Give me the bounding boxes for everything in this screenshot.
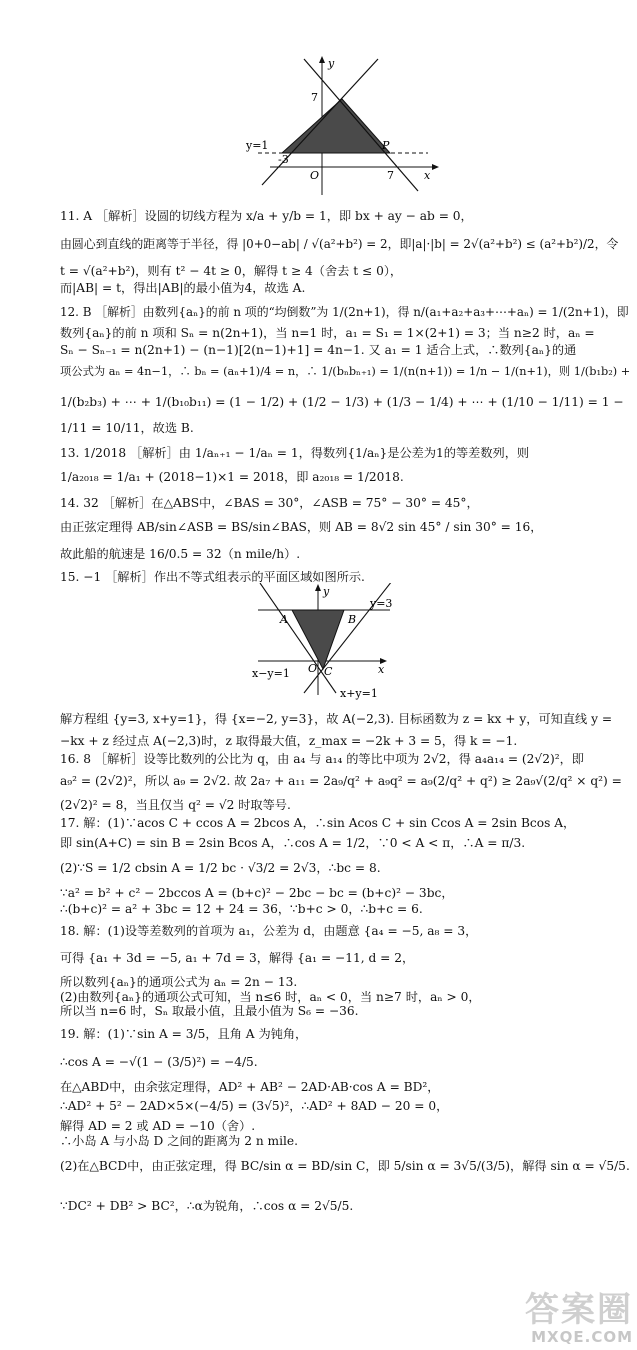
solution-line: a₉² = (2√2)²，所以 a₉ = 2√2. 故 2a₇ + a₁₁ = 2a₉/q² + a₉q² = a₉(2/q² + q²) ≥ 2a₉√(2/q² × q²) =	[60, 774, 622, 788]
solution-line: 由圆心到直线的距离等于半径，得 |0+0−ab| / √(a²+b²) = 2，即|a|·|b| = 2√(a²+b²) ≤ (a²+b²)/2，令	[60, 237, 619, 251]
solution-line: ∴AD² + 5² − 2AD×5×(−4/5) = (3√5)²，∴AD² + 8AD − 20 = 0，	[60, 1099, 449, 1113]
fig2-label-y3: y=3	[370, 597, 393, 610]
figure-2-feasible-region	[252, 583, 402, 701]
solution-line: (2)由数列{aₙ}的通项公式可知，当 n≤6 时，aₙ < 0，当 n≥7 时，aₙ > 0，	[60, 990, 481, 1004]
fig2-label-x: x	[378, 663, 385, 676]
fig1-label-neg3: -3	[278, 153, 289, 166]
fig1-label-7y: 7	[311, 91, 318, 104]
fig2-shaded-region	[292, 610, 344, 669]
solution-line: 由正弦定理得 AB/sin∠ASB = BS/sin∠BAS，则 AB = 8√2 sin 45° / sin 30° = 16，	[60, 520, 543, 534]
solution-line: 14. 32 ［解析］在△ABS中，∠BAS = 30°，∠ASB = 75° − 30° = 45°，	[60, 496, 479, 510]
fig2-label-B: B	[348, 613, 357, 626]
figure-1-feasible-region	[240, 55, 450, 205]
fig1-label-x: x	[424, 169, 431, 182]
fig2-label-y: y	[323, 585, 330, 598]
fig1-label-y1: y=1	[246, 139, 269, 152]
solution-line: 可得 {a₁ + 3d = −5, a₁ + 7d = 3，解得 {a₁ = −11, d = 2，	[60, 951, 415, 965]
solution-line: 1/11 = 10/11，故选 B.	[60, 421, 194, 435]
solution-line: (2)在△BCD中，由正弦定理，得 BC/sin α = BD/sin C，即 5/sin α = 3√5/(3/5)，解得 sin α = √5/5.	[60, 1159, 630, 1173]
solution-line: 在△ABD中，由余弦定理得，AD² + AB² − 2AD·AB·cos A = BD²，	[60, 1080, 440, 1094]
solution-line: 16. 8 ［解析］设等比数列的公比为 q，由 a₄ 与 a₁₄ 的等比中项为 2√2，得 a₄a₁₄ = (2√2)²，即	[60, 752, 584, 766]
solution-line: 所以数列{aₙ}的通项公式为 aₙ = 2n − 13.	[60, 975, 298, 989]
fig2-y-arrow-icon	[315, 584, 321, 591]
fig2-label-xmy1: x−y=1	[252, 667, 290, 680]
solution-line: −kx + z 经过点 A(−2,3)时，z 取得最大值，z_max = −2k + 3 = 5，得 k = −1.	[60, 734, 518, 748]
solution-line: 1/(b₂b₃) + ⋯ + 1/(b₁₀b₁₁) = (1 − 1/2) + (1/2 − 1/3) + (1/3 − 1/4) + ⋯ + (1/10 − 1/11) = 1 −	[60, 395, 624, 409]
solution-line: ∵DC² + DB² > BC²，∴α为锐角，∴cos α = 2√5/5.	[60, 1199, 354, 1213]
solution-line: 即 sin(A+C) = sin B = 2sin Bcos A，∴cos A = 1/2，∵0 < A < π，∴A = π/3.	[60, 836, 526, 850]
solution-line: 18. 解：(1)设等差数列的首项为 a₁，公差为 d，由题意 {a₄ = −5, a₈ = 3，	[60, 924, 478, 938]
solution-line: (2)∵S = 1/2 cbsin A = 1/2 bc · √3/2 = 2√3，∴bc = 8.	[60, 861, 381, 875]
solution-line: t = √(a²+b²)，则有 t² − 4t ≥ 0，解得 t ≥ 4（舍去 t ≤ 0），	[60, 264, 403, 278]
solution-line: 17. 解：(1)∵acos C + ccos A = 2bcos A，∴sin Acos C + sin Ccos A = 2sin Bcos A，	[60, 816, 576, 830]
solution-line: 15. −1 ［解析］作出不等式组表示的平面区域如图所示.	[60, 570, 365, 584]
solution-line: 解方程组 {y=3, x+y=1}，得 {x=−2, y=3}，故 A(−2,3). 目标函数为 z = kx + y，可知直线 y =	[60, 712, 613, 726]
fig2-label-C: C	[324, 665, 333, 678]
fig1-label-O: O	[310, 169, 320, 182]
watermark-logo: 答案圈	[525, 1290, 633, 1330]
fig1-y-arrow-icon	[319, 56, 325, 63]
fig1-label-7x: 7	[387, 169, 394, 182]
solution-line: ∴cos A = −√(1 − (3/5)²) = −4/5.	[60, 1055, 258, 1069]
fig2-label-O: O	[308, 662, 318, 675]
fig1-label-P: P	[382, 139, 390, 152]
solution-line: 项公式为 aₙ = 4n−1，∴ bₙ = (aₙ+1)/4 = n，∴ 1/(bₙbₙ₊₁) = 1/(n(n+1)) = 1/n − 1/(n+1)，则 1/(b₁b₂) +	[60, 365, 631, 378]
fig1-x-arrow-icon	[432, 164, 439, 170]
solution-line: ∴(b+c)² = a² + 3bc = 12 + 24 = 36，∵b+c > 0，∴b+c = 6.	[60, 902, 423, 916]
solution-line: ∵a² = b² + c² − 2bccos A = (b+c)² − 2bc − bc = (b+c)² − 3bc，	[60, 886, 454, 900]
watermark	[525, 1292, 633, 1346]
fig2-label-A: A	[280, 613, 288, 626]
solution-line: 数列{aₙ}的前 n 项和 Sₙ = n(2n+1)，当 n=1 时，a₁ = S₁ = 1×(2+1) = 3；当 n≥2 时，aₙ =	[60, 326, 595, 340]
solution-line: 11. A ［解析］设圆的切线方程为 x/a + y/b = 1，即 bx + ay − ab = 0，	[60, 209, 473, 223]
solution-line: Sₙ − Sₙ₋₁ = n(2n+1) − (n−1)[2(n−1)+1] = 4n−1. 又 a₁ = 1 适合上式，∴数列{aₙ}的通	[60, 343, 577, 357]
solution-line: 故此船的航速是 16/0.5 = 32（n mile/h）.	[60, 547, 301, 561]
fig2-label-xpy1: x+y=1	[340, 687, 378, 700]
solution-line: 而|AB| = t，得出|AB|的最小值为4，故选 A.	[60, 281, 306, 295]
solution-line: 19. 解：(1)∵sin A = 3/5，且角 A 为钝角，	[60, 1027, 308, 1041]
solution-line: ∴小岛 A 与小岛 D 之间的距离为 2 n mile.	[60, 1134, 298, 1148]
solution-line: (2√2)² = 8，当且仅当 q² = √2 时取等号.	[60, 798, 291, 812]
fig1-label-y: y	[328, 57, 335, 70]
watermark-url: MXQE.COM	[531, 1328, 633, 1346]
solution-line: 1/a₂₀₁₈ = 1/a₁ + (2018−1)×1 = 2018，即 a₂₀₁₈ = 1/2018.	[60, 470, 404, 484]
solution-line: 所以当 n=6 时，Sₙ 取最小值，且最小值为 S₆ = −36.	[60, 1004, 359, 1018]
solution-line: 解得 AD = 2 或 AD = −10（舍）.	[60, 1119, 256, 1133]
solution-line: 13. 1/2018 ［解析］由 1/aₙ₊₁ − 1/aₙ = 1，得数列{1/aₙ}是公差为1的等差数列，则	[60, 446, 530, 460]
solution-line: 12. B ［解析］由数列{aₙ}的前 n 项的“均倒数”为 1/(2n+1)，得 n/(a₁+a₂+a₃+⋯+aₙ) = 1/(2n+1)，即	[60, 305, 629, 319]
